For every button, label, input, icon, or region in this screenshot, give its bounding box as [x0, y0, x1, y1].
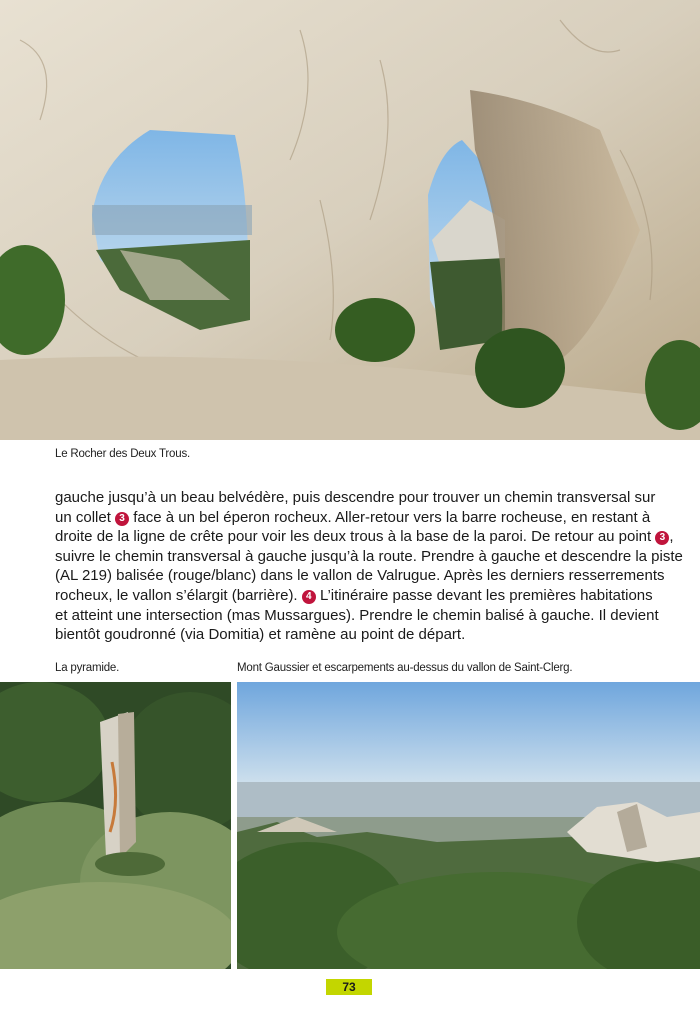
route-description	[55, 488, 700, 645]
text-fragment: L’itinéraire passe devant les premières habitations	[319, 586, 653, 604]
text-fragment: ,	[669, 528, 674, 546]
page-number: 73	[326, 979, 372, 995]
text-line	[55, 527, 700, 547]
text-line: suivre le chemin transversal à gauche jusqu’à la route. Prendre à gauche et descendre la piste	[55, 547, 683, 565]
text-fragment: face à un bel éperon rocheux. Aller-retour vers la barre rocheuse, en restant à	[133, 508, 651, 526]
rock-arch-photo	[0, 0, 700, 440]
mont-gaussier-photo	[237, 682, 700, 969]
photo-caption: Le Rocher des Deux Trous.	[55, 448, 190, 460]
step-marker-3: 3	[115, 512, 129, 526]
text-fragment: rocheux, le vallon s’élargit (barrière).	[55, 586, 298, 604]
text-line: et atteint une intersection (mas Mussargues). Prendre le chemin balisé à gauche. Il devient	[55, 606, 659, 624]
text-line: (AL 219) balisée (rouge/blanc) dans le vallon de Valrugue. Après les derniers resserrements	[55, 567, 665, 585]
text-fragment: droite de la ligne de crête pour voir les deux trous à la base de la paroi. De retour au point	[55, 528, 652, 546]
text-line: gauche jusqu’à un beau belvédère, puis descendre pour trouver un chemin transversal sur	[55, 489, 656, 506]
step-marker-4: 4	[302, 590, 316, 604]
step-marker-3: 3	[655, 531, 669, 545]
photo-caption: La pyramide.	[55, 662, 120, 674]
text-line	[55, 508, 700, 528]
text-line	[55, 586, 700, 606]
text-fragment: un collet	[55, 508, 111, 526]
photo-caption: Mont Gaussier et escarpements au-dessus du vallon de Saint-Clerg.	[237, 662, 573, 674]
text-line: bientôt goudronné (via Domitia) et ramène au point de départ.	[55, 626, 466, 644]
pyramid-photo	[0, 682, 231, 969]
